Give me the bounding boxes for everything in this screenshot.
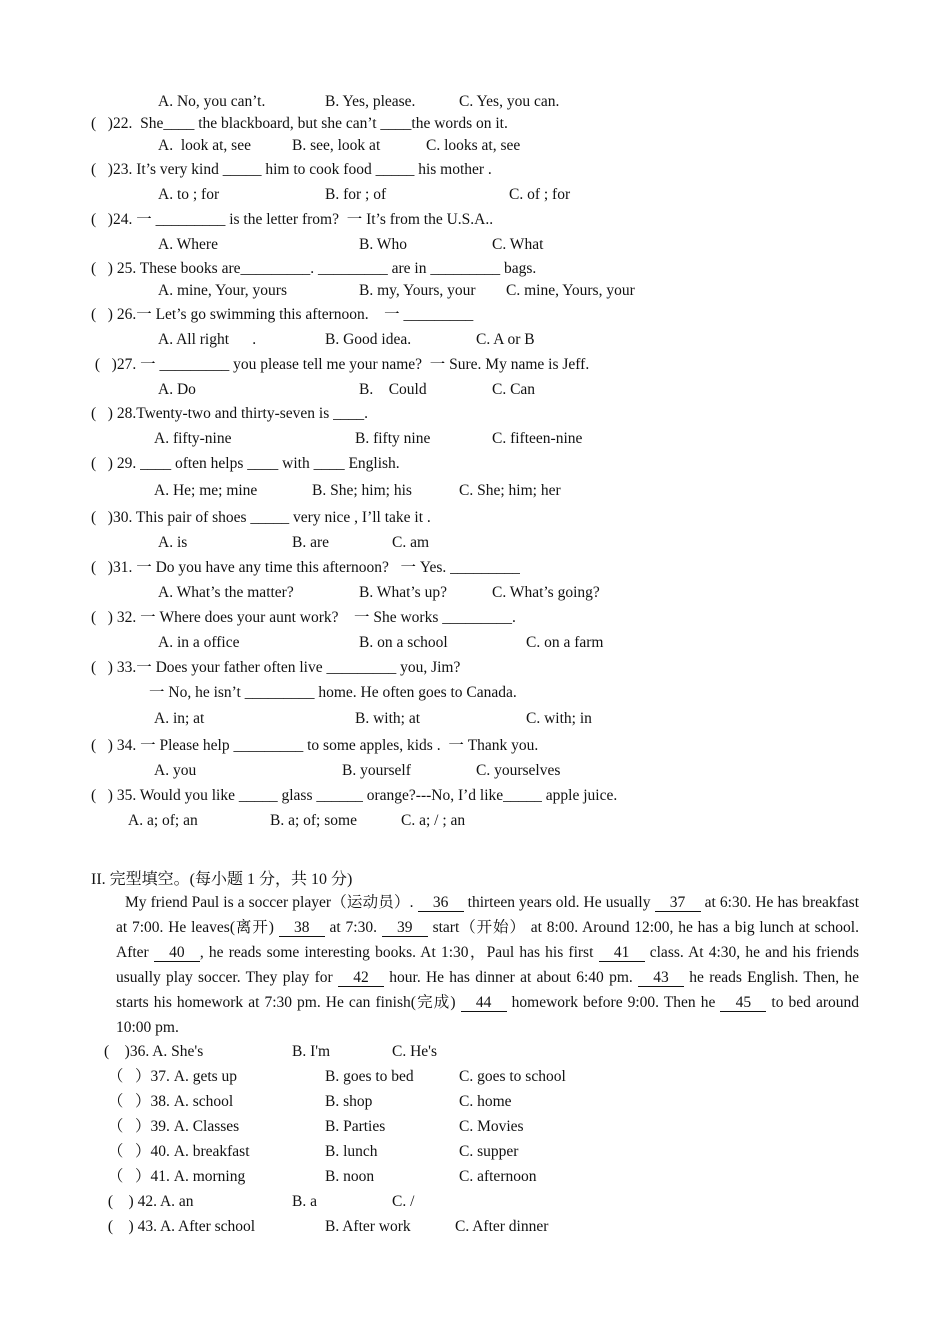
- q35-option-c: C. a; / ; an: [401, 812, 466, 829]
- q36-option-c: C. He's: [392, 1043, 437, 1060]
- blank-38: 38: [279, 919, 325, 937]
- passage-text: My friend Paul is a soccer player（运动员）.: [125, 894, 418, 911]
- q39-option-c: C. Movies: [459, 1118, 524, 1135]
- q35-stem: ( ) 35. Would you like _____ glass ______ orange?---No, I’d like_____ apple juice.: [91, 787, 618, 804]
- blank-36: 36: [418, 894, 464, 912]
- q41-number: （ ）41. A. morning: [104, 1168, 246, 1185]
- q21-option-c: C. Yes, you can.: [459, 93, 560, 110]
- q27-option-b: B. Could: [359, 381, 427, 398]
- q26-option-c: C. A or B: [476, 331, 535, 348]
- q22-option-b: B. see, look at: [292, 137, 381, 154]
- q39-number: （ ）39. A. Classes: [104, 1118, 240, 1135]
- q43-option-c: C. After dinner: [455, 1218, 549, 1235]
- blank-39: 39: [382, 919, 428, 937]
- blank-37: 37: [655, 894, 701, 912]
- q21-option-a: A. No, you can’t.: [158, 93, 266, 110]
- q35-option-b: B. a; of; some: [270, 812, 357, 829]
- q23-option-c: C. of ; for: [509, 186, 571, 203]
- q31-option-b: B. What’s up?: [359, 584, 447, 601]
- q27-option-a: A. Do: [158, 381, 196, 398]
- q37-number: （ ）37. A. gets up: [104, 1068, 238, 1085]
- q25-option-c: C. mine, Yours, your: [506, 282, 635, 299]
- q42-option-b: B. a: [292, 1193, 317, 1210]
- q34-stem: ( ) 34. 一 Please help _________ to some apples, kids . 一 Thank you.: [91, 737, 539, 754]
- q37-option-c: C. goes to school: [459, 1068, 566, 1085]
- q28-option-b: B. fifty nine: [355, 430, 431, 447]
- passage-text: , he reads some interesting books. At 1:30，Paul has his first: [199, 944, 599, 961]
- q32-option-c: C. on a farm: [526, 634, 604, 651]
- q23-option-a: A. to ; for: [158, 186, 220, 203]
- q36-option-b: B. I'm: [292, 1043, 331, 1060]
- q27-option-c: C. Can: [492, 381, 536, 398]
- passage-text: start（开始） at 8:00. Around 12:00, he has a big lunch at school. After: [116, 919, 859, 961]
- passage-text: to bed around 10:00 pm.: [116, 994, 859, 1036]
- cloze-passage: [116, 890, 859, 1040]
- passage-text: class. At 4:30, he and his friends usually play soccer. They play for: [116, 944, 859, 986]
- q31-option-c: C. What’s going?: [492, 584, 600, 601]
- q41-option-c: C. afternoon: [459, 1168, 537, 1185]
- q40-option-c: C. supper: [459, 1143, 519, 1160]
- q30-option-b: B. are: [292, 534, 330, 551]
- q25-option-b: B. my, Yours, your: [359, 282, 476, 299]
- q33-option-b: B. with; at: [355, 710, 421, 727]
- passage-text: at 6:30. He has breakfast at 7:00. He leaves(离开): [116, 894, 859, 936]
- q24-stem: ( )24. 一 _________ is the letter from? 一 It’s from the U.S.A..: [91, 211, 494, 228]
- blank-43: 43: [638, 969, 684, 987]
- q29-stem: ( ) 29. ____ often helps ____ with ____ English.: [91, 455, 400, 472]
- q35-option-a: A. a; of; an: [128, 812, 198, 829]
- passage-text: hour. He has dinner at about 6:40 pm.: [384, 969, 639, 986]
- q42-number: ( ) 42. A. an: [104, 1193, 194, 1210]
- q32-option-a: A. in a office: [158, 634, 240, 651]
- q38-number: （ ）38. A. school: [104, 1093, 234, 1110]
- q25-stem: ( ) 25. These books are_________. _________ are in _________ bags.: [91, 260, 537, 277]
- q34-option-b: B. yourself: [342, 762, 411, 779]
- q23-stem: ( )23. It’s very kind _____ him to cook food _____ his mother .: [91, 161, 492, 178]
- passage-text: homework before 9:00. Then he: [506, 994, 721, 1011]
- q26-option-b: B. Good idea.: [325, 331, 412, 348]
- passage-text: at 7:30.: [324, 919, 382, 936]
- q38-option-b: B. shop: [325, 1093, 373, 1110]
- q38-option-c: C. home: [459, 1093, 512, 1110]
- q36-number: ( )36. A. She's: [104, 1043, 204, 1060]
- q42-option-c: C. /: [392, 1193, 415, 1210]
- blank-41: 41: [599, 944, 645, 962]
- q24-option-b: B. Who: [359, 236, 407, 253]
- q24-option-c: C. What: [492, 236, 544, 253]
- q24-option-a: A. Where: [158, 236, 218, 253]
- q33-stem: ( ) 33.一 Does your father often live _________ you, Jim?: [91, 659, 461, 676]
- q34-option-a: A. you: [154, 762, 197, 779]
- q40-option-b: B. lunch: [325, 1143, 378, 1160]
- q31-option-a: A. What’s the matter?: [158, 584, 294, 601]
- q30-option-c: C. am: [392, 534, 430, 551]
- passage-text: thirteen years old. He usually: [463, 894, 655, 911]
- q29-option-b: B. She; him; his: [312, 482, 412, 499]
- q30-option-a: A. is: [158, 534, 188, 551]
- q28-option-c: C. fifteen-nine: [492, 430, 583, 447]
- q31-stem: ( )31. 一 Do you have any time this afternoon? 一 Yes. _________: [91, 559, 520, 576]
- q28-option-a: A. fifty-nine: [154, 430, 232, 447]
- q26-stem: ( ) 26.一 Let’s go swimming this afternoon. 一 _________: [91, 306, 474, 323]
- q32-option-b: B. on a school: [359, 634, 448, 651]
- q34-option-c: C. yourselves: [476, 762, 561, 779]
- q21-option-b: B. Yes, please.: [325, 93, 416, 110]
- q30-stem: ( )30. This pair of shoes _____ very nice , I’ll take it .: [91, 509, 431, 526]
- blank-44: 44: [461, 994, 507, 1012]
- q29-option-c: C. She; him; her: [459, 482, 561, 499]
- q33-option-c: C. with; in: [526, 710, 592, 727]
- q27-stem: ( )27. 一 _________ you please tell me your name? 一 Sure. My name is Jeff.: [91, 356, 590, 373]
- q22-option-c: C. looks at, see: [426, 137, 521, 154]
- q39-option-b: B. Parties: [325, 1118, 386, 1135]
- q29-option-a: A. He; me; mine: [154, 482, 258, 499]
- q41-option-b: B. noon: [325, 1168, 375, 1185]
- q26-option-a: A. All right .: [158, 331, 257, 348]
- q43-number: ( ) 43. A. After school: [104, 1218, 256, 1235]
- q43-option-b: B. After work: [325, 1218, 411, 1235]
- q37-option-b: B. goes to bed: [325, 1068, 414, 1085]
- blank-40: 40: [154, 944, 200, 962]
- q33-option-a: A. in; at: [154, 710, 205, 727]
- blank-42: 42: [338, 969, 384, 987]
- blank-45: 45: [720, 994, 766, 1012]
- q22-stem: ( )22. She____ the blackboard, but she can’t ____the words on it.: [91, 115, 508, 132]
- q32-stem: ( ) 32. 一 Where does your aunt work? 一 She works _________.: [91, 609, 516, 626]
- q33-stem-line2: 一 No, he isn’t _________ home. He often goes to Canada.: [149, 684, 517, 701]
- q22-option-a: A. look at, see: [158, 137, 251, 154]
- q23-option-b: B. for ; of: [325, 186, 387, 203]
- q40-number: （ ）40. A. breakfast: [104, 1143, 250, 1160]
- q28-stem: ( ) 28.Twenty-two and thirty-seven is ____.: [91, 405, 369, 422]
- q25-option-a: A. mine, Your, yours: [158, 282, 287, 299]
- section-heading: II. 完型填空。(每小题 1 分，共 10 分): [91, 871, 353, 888]
- passage-text: he reads English. Then, he starts his homework at 7:30 pm. He can finish(完成): [116, 969, 860, 1011]
